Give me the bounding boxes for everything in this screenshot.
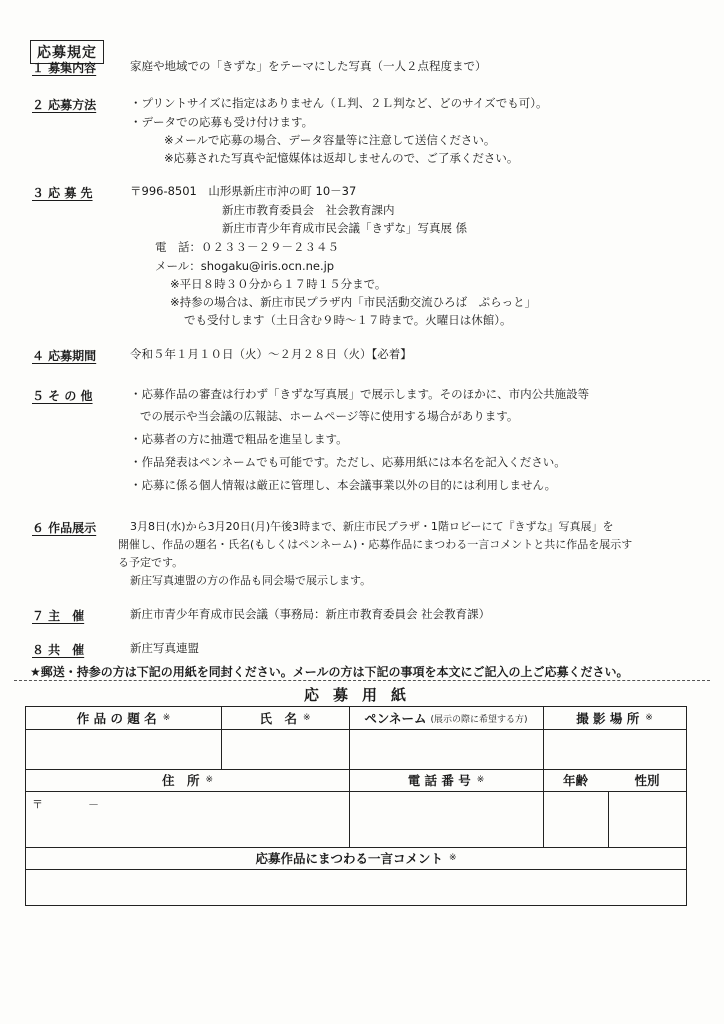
section-7-line-1: 新庄市青少年育成市民会議（事務局：新庄市教育委員会 社会教育課） bbox=[130, 607, 491, 621]
title-column-label: 作 品 の 題 名 bbox=[76, 711, 157, 726]
age-column-header bbox=[543, 769, 608, 791]
place-column-header bbox=[543, 707, 686, 729]
name-column-label: 氏 名 bbox=[259, 711, 297, 726]
required-mark: ※ bbox=[205, 775, 214, 785]
name-input-cell[interactable] bbox=[222, 730, 349, 769]
required-mark: ※ bbox=[302, 713, 311, 723]
phone-column-header bbox=[349, 769, 543, 791]
section-2-line-2: ・データでの応募も受け付けます。 bbox=[130, 115, 314, 129]
section-6-line-3: る予定です。 bbox=[118, 556, 184, 569]
section-label-2: ２ 応募方法 bbox=[32, 98, 97, 112]
gender-input-cell[interactable] bbox=[609, 792, 686, 847]
required-mark: ※ bbox=[645, 713, 653, 723]
section-2-line-4: ※応募された写真や記憶媒体は返却しませんので、ご了承ください。 bbox=[164, 151, 519, 165]
comment-column-header bbox=[26, 847, 686, 869]
section-3-line-2: 新庄市教育委員会 社会教育課内 bbox=[222, 203, 395, 217]
rules-header: 応募規定 bbox=[30, 40, 104, 64]
address-column-header bbox=[26, 769, 349, 791]
required-mark: ※ bbox=[448, 853, 457, 863]
postal-mark: 〒 bbox=[32, 798, 43, 811]
age-input-cell[interactable] bbox=[544, 792, 608, 847]
place-input-cell[interactable] bbox=[544, 730, 686, 769]
section-2-line-1: ・プリントサイズに指定はありません（Ｌ判、２Ｌ判など、どのサイズでも可）。 bbox=[130, 96, 548, 110]
section-3-line-6: ※平日８時３０分から１７時１５分まで。 bbox=[170, 277, 387, 291]
form-title: 応募用紙 bbox=[303, 686, 420, 704]
section-label-4: ４ 応募期間 bbox=[32, 349, 97, 363]
penname-input-cell[interactable] bbox=[350, 730, 543, 769]
postal-dash: － bbox=[88, 798, 99, 811]
section-label-3: ３ 応 募 先 bbox=[32, 186, 93, 200]
section-3-line-3: 新庄市青少年育成市民会議「きずな」写真展 係 bbox=[222, 221, 468, 235]
section-5-line-3: ・応募者の方に抽選で粗品を進呈します。 bbox=[130, 432, 348, 446]
section-2-line-3: ※メールで応募の場合、データ容量等に注意して送信ください。 bbox=[164, 133, 496, 147]
submission-notice: ★郵送・持参の方は下記の用紙を同封ください。メールの方は下記の事項を本文にご記入の上ご応募ください。 bbox=[30, 665, 629, 679]
section-4-line-1: 令和５年１月１０日（火）～２月２８日（火）【必着】 bbox=[130, 347, 412, 361]
section-3-line-4: 電 話：０２３３－２９－２３４５ bbox=[155, 240, 339, 254]
penname-column-header bbox=[349, 707, 543, 729]
section-6-line-4: 新庄写真連盟の方の作品も同会場で展示します。 bbox=[130, 574, 372, 587]
gender-column-header bbox=[608, 769, 686, 791]
section-label-1: １ 募集内容 bbox=[32, 61, 97, 75]
title-input-cell[interactable] bbox=[26, 730, 221, 769]
gender-column-label: 性別 bbox=[634, 773, 660, 788]
phone-input-cell[interactable] bbox=[350, 792, 543, 847]
application-form bbox=[25, 706, 687, 906]
section-label-7: ７ 主 催 bbox=[32, 609, 85, 623]
section-label-6: ６ 作品展示 bbox=[32, 521, 97, 535]
title-column-header bbox=[26, 707, 221, 729]
section-label-8: ８ 共 催 bbox=[32, 643, 85, 657]
section-5-line-5: ・応募に係る個人情報は厳正に管理し、本会議事業以外の目的には利用しません。 bbox=[130, 478, 557, 492]
name-column-header bbox=[221, 707, 349, 729]
section-6-line-2: 開催し、作品の題名・氏名(もしくはペンネーム)・応募作品にまつわる一言コメントと共に作品を展示す bbox=[118, 538, 633, 551]
penname-column-label: ペンネーム bbox=[364, 711, 427, 726]
address-column-label: 住 所 bbox=[161, 773, 200, 788]
section-label-5: ５ そ の 他 bbox=[32, 389, 93, 403]
section-3-line-8: でも受付します（土日含む９時～１７時まで。火曜日は休館）。 bbox=[184, 313, 512, 327]
required-mark: ※ bbox=[476, 775, 485, 785]
cut-line bbox=[14, 680, 710, 681]
required-mark: ※ bbox=[162, 713, 171, 723]
section-8-line-1: 新庄写真連盟 bbox=[130, 641, 199, 655]
comment-column-label: 応募作品にまつわる一言コメント bbox=[255, 851, 443, 866]
section-5-line-2: での展示や当会議の広報誌、ホームページ等に使用する場合があります。 bbox=[140, 409, 519, 423]
section-3-line-7: ※持参の場合は、新庄市民プラザ内「市民活動交流ひろば ぷらっと」 bbox=[170, 295, 537, 309]
section-5-line-4: ・作品発表はペンネームでも可能です。ただし、応募用紙には本名を記入ください。 bbox=[130, 455, 566, 469]
section-1-line-1: 家庭や地域での「きずな」をテーマにした写真（一人２点程度まで） bbox=[130, 59, 487, 73]
comment-input-cell[interactable] bbox=[26, 870, 686, 905]
penname-note: (展示の際に希望する方) bbox=[430, 714, 528, 725]
section-3-line-1: 〒996-8501 山形県新庄市沖の町 10－37 bbox=[130, 184, 357, 198]
section-5-line-1: ・応募作品の審査は行わず「きずな写真展」で展示します。そのほかに、市内公共施設等 bbox=[130, 387, 590, 401]
section-3-line-5: メール：shogaku@iris.ocn.ne.jp bbox=[155, 259, 335, 273]
phone-column-label: 電 話 番 号 bbox=[407, 773, 471, 788]
section-6-line-1: 3月8日(水)から3月20日(月)午後3時まで、新庄市民プラザ・1階ロビーにて『きずな』写真展」を bbox=[130, 520, 614, 533]
age-column-label: 年齢 bbox=[562, 773, 588, 788]
place-column-label: 撮 影 場 所 bbox=[576, 711, 640, 726]
address-input-cell[interactable] bbox=[26, 792, 349, 847]
